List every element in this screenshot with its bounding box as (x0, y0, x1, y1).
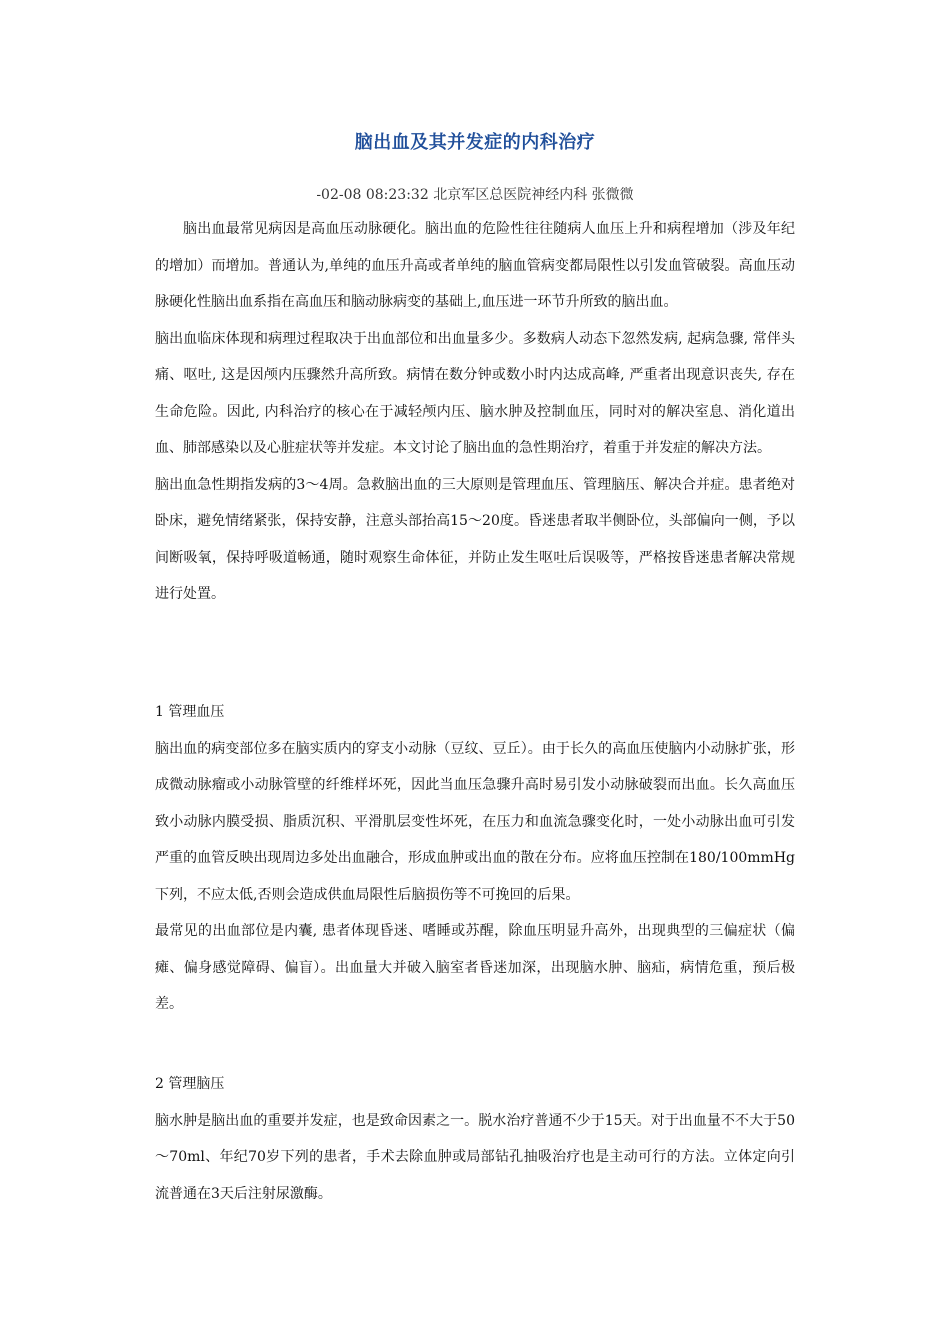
article-title: 脑出血及其并发症的内科治疗 (354, 132, 596, 153)
section-1-paragraph-1: 脑出血的病变部位多在脑实质内的穿支小动脉（豆纹、豆丘）。由于长久的高血压使脑内小动脉扩张，形成微动脉瘤或小动脉管壁的纤维样坏死，因此当血压急骤升高时易引发小动脉破裂而出血。长久高血压致小动脉内膜受损、脂质沉积、平滑肌层变性坏死，在压力和血流急骤变化时，一处小动脉出血可引发严重的血管反映出现周边多处出血融合，形成血肿或出血的散在分布。应将血压控制在180/100mmHg下列，不应太低,否则会造成供血局限性后脑损伤等不可挽回的后果。 (155, 740, 795, 903)
section-2-paragraph-1: 脑水肿是脑出血的重要并发症，也是致命因素之一。脱水治疗普通不少于15天。对于出血量不不大于50～70ml、年纪70岁下列的患者，手术去除血肿或局部钻孔抽吸治疗也是主动可行的方法。立体定向引流普通在3天后注射尿激酶。 (155, 1112, 795, 1202)
section-1 (155, 694, 795, 1023)
section-1-paragraph-2: 最常见的出血部位是内囊, 患者体现昏迷、嗜睡或苏醒，除血压明显升高外，出现典型的三偏症状（偏瘫、偏身感觉障碍、偏盲）。出血量大并破入脑室者昏迷加深，出现脑水肿、脑疝，病情危重，预后极差。 (155, 923, 795, 1012)
paragraph-intro-1: 脑出血最常见病因是高血压动脉硬化。脑出血的危险性往往随病人血压上升和病程增加（涉及年纪的增加）而增加。普通认为,单纯的血压升高或者单纯的脑血管病变都局限性以引发血管破裂。高血压动脉硬化性脑出血系指在高血压和脑动脉病变的基础上,血压进一环节升所致的脑出血。 (155, 221, 795, 310)
section-2-heading: 2 管理脑压 (155, 1076, 225, 1092)
paragraph-intro-3: 脑出血急性期指发病的3～4周。急救脑出血的三大原则是管理血压、管理脑压、解决合并症。患者绝对卧床，避免情绪紧张，保持安静，注意头部抬高15～20度。昏迷患者取半侧卧位，头部偏向一侧，予以间断吸氧，保持呼吸道畅通，随时观察生命体征，并防止发生呕吐后误吸等，严格按昏迷患者解决常规进行处置。 (155, 476, 795, 602)
paragraph-intro-2: 脑出血临床体现和病理过程取决于出血部位和出血量多少。多数病人动态下忽然发病, 起病急骤, 常伴头痛、呕吐, 这是因颅内压骤然升高所致。病情在数分钟或数小时内达成高峰, 严重者出现意识丧失, 存在生命危险。因此, 内科治疗的核心在于减轻颅内压、脑水肿及控制血压，同时对的解决室息、消化道出血、肺部感染以及心脏症状等并发症。本文讨论了脑出血的急性期治疗，着重于并发症的解决方法。 (155, 330, 795, 456)
section-2 (155, 1066, 795, 1212)
article-meta: -02-08 08:23:32 北京军区总医院神经内科 张微微 (316, 187, 634, 203)
section-1-heading: 1 管理血压 (155, 704, 225, 720)
intro-block (155, 211, 795, 613)
